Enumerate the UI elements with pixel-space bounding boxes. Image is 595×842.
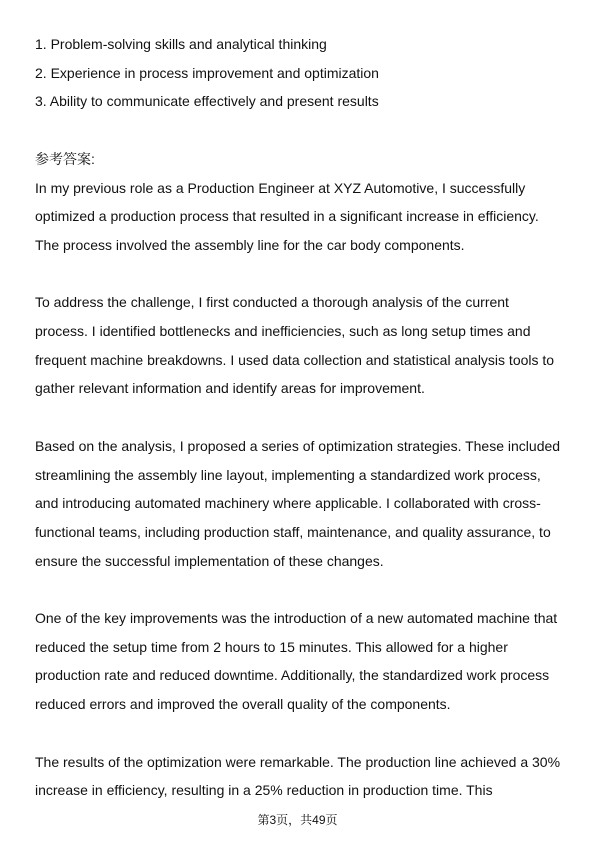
criteria-item: 2. Experience in process improvement and optimization <box>35 64 379 81</box>
answer-paragraph: Based on the analysis, I proposed a series of optimization strategies. These included streamlining the assembly line layout, implementing a standardized work process, and introducing automated machinery where applicable. I collaborated with cross-functional teams, including production staff, maintenance, and quality assurance, to ensure the successful implementation of these changes. <box>35 437 561 569</box>
answer-heading: 参考答案: <box>35 150 95 167</box>
answer-paragraph: One of the key improvements was the introduction of a new automated machine that reduced the setup time from 2 hours to 15 minutes. This allowed for a higher production rate and reduced downtime. Additionally, the standardized work process reduced errors and improved the overall quality of the components. <box>35 610 558 713</box>
spacer <box>35 260 565 289</box>
criteria-item: 3. Ability to communicate effectively and present results <box>35 93 379 110</box>
page-number-footer: 第3页，共49页 <box>257 813 338 827</box>
answer-paragraph: To address the challenge, I first conducted a thorough analysis of the current process. I identified bottlenecks and inefficiencies, such as long setup times and frequent machine breakdowns. I used data collection and statistical analysis tools to gather relevant information and identify areas for improvement. <box>35 294 555 397</box>
criteria-list <box>35 30 565 116</box>
answer-paragraph: In my previous role as a Production Engineer at XYZ Automotive, I successfully optimized a production process that resulted in a significant increase in efficiency. The process involved the assembly line for the car body components. <box>35 179 539 253</box>
spacer <box>35 575 565 604</box>
spacer <box>35 719 565 748</box>
criteria-item: 1. Problem-solving skills and analytical thinking <box>35 36 327 52</box>
answer-paragraph: The results of the optimization were remarkable. The production line achieved a 30% increase in efficiency, resulting in a 25% reduction in production time. This <box>35 753 561 799</box>
spacer <box>35 116 565 145</box>
spacer <box>35 403 565 432</box>
page-content <box>35 30 565 805</box>
